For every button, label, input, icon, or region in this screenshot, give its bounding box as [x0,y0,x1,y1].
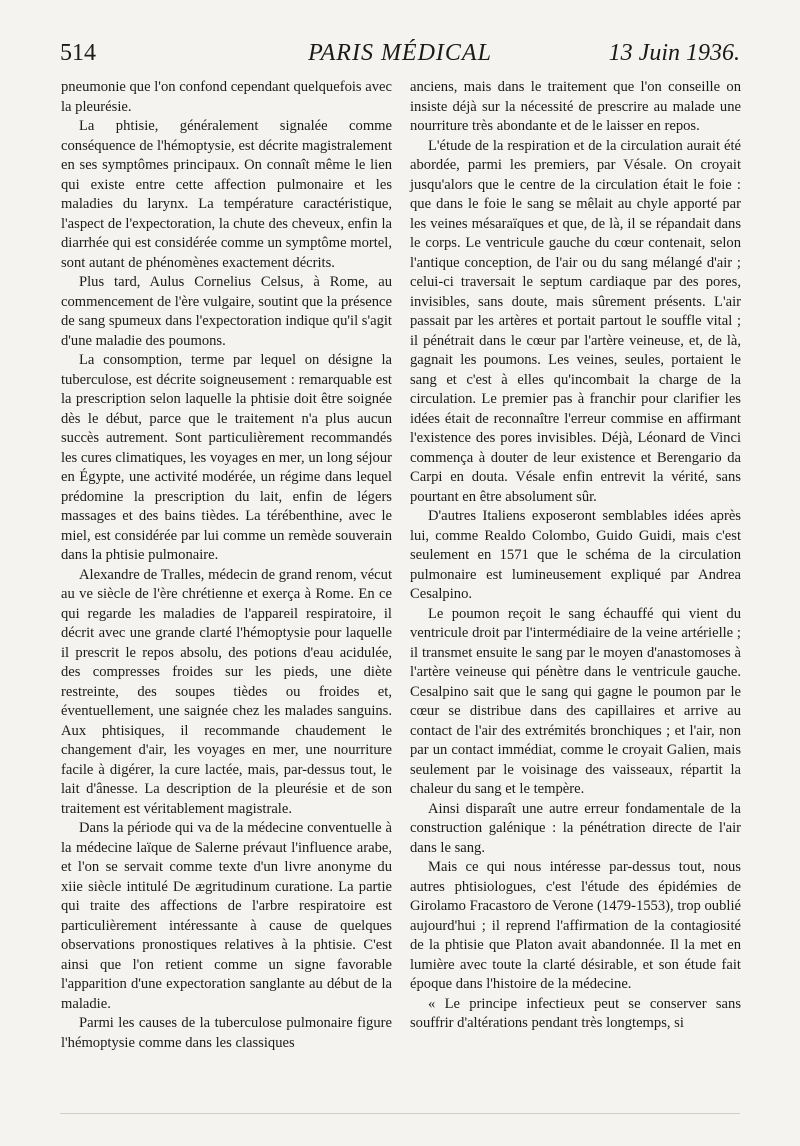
right-column [410,78,741,1034]
paragraph: anciens, mais dans le traitement que l'on conseille on insiste déjà sur la nécessité de prescrire au malade une nourriture très abondante et de le laisser en repos. [410,79,741,134]
paragraph: Dans la période qui va de la médecine conventuelle à la médecine laïque de Salerne prévaut l'influence arabe, et l'on se servait comme texte d'un livre anonyme du xiie siècle intitulé De ægritudinum curatione. La partie qui traite des affections de l'arbre respiratoire est particulièrement intéressante à cause de quelques observations pronostiques relatives à la phtisie. C'est ainsi que l'on retient comme un signe favorable l'apparition d'une expectoration sanglante au début de la maladie. [61,820,392,1012]
paragraph: La consomption, terme par lequel on désigne la tuberculose, est décrite soigneusement : remarquable est la prescription selon laquelle la phtisie doit être soignée dès le début, parce que le traitement n'a plus aucun succès autrement. Sont particulièrement recommandés les cures climatiques, les voyages en mer, un long séjour en Égypte, une activité modérée, un régime dans lequel prédomine la prescription du lait, enfin de légers massages et des bains tièdes. La térébenthine, avec le miel, est considérée par lui comme un remède souverain dans la phtisie pulmonaire. [61,352,392,563]
page-header [60,40,740,74]
paragraph: Ainsi disparaît une autre erreur fondamentale de la construction galénique : la pénétration directe de l'air dans le sang. [410,800,741,856]
paragraph: La phtisie, généralement signalée comme conséquence de l'hémoptysie, est décrite magistralement en ses symptômes principaux. On connaît même le lien qui existe entre cette affection pulmonaire et les maladies du larynx. La température caractéristique, l'aspect de l'expectoration, la chute des cheveux, enfin la diarrhée qui est considérée comme un symptôme mortel, sont autant de phénomènes exactement décrits. [61,118,392,271]
paragraph: « Le principe infectieux peut se conserver sans souffrir d'altérations pendant très longtemps, si [410,995,741,1031]
page-number: 514 [60,40,96,66]
paragraph: Le poumon reçoit le sang échauffé qui vient du ventricule droit par l'intermédiaire de la veine artérielle ; il transmet ensuite le sang par le moyen d'anastomoses à l'artère veineuse qui pénètre dans le ventricule gauche. Cesalpino sait que le sang qui gagne le poumon par le cœur se distribue dans des capillaires et arrive au contact de l'air des extrémités bronchiques ; et l'air, non par un contact immédiat, comme le croyait Galien, mais seulement par le voisinage des vaisseaux, répartit la chaleur du sang et le tempère. [410,605,741,797]
journal-title: PARIS MÉDICAL [308,40,492,66]
paragraph: L'étude de la respiration et de la circulation aurait été abordée, parmi les premiers, par Vésale. On croyait jusqu'alors que le centre de la circulation était le foie : que dans le foie le sang se mêlait au chyle apporté par les veines mésaraïques et que, de là, il se répandait dans le corps. Le ventricule gauche du cœur contenait, selon l'antique conception, de l'air ou du sang mélangé d'air ; celui-ci traversait le septum cardiaque par des pores, invisibles, sans doute, mais sûrement présents. L'air passait par les artères et portait partout le souffle vital ; il pénétrait dans le cœur par l'artère veineuse, et, de là, gagnait les poumons. Les veines, seules, portaient le sang et c'est à elles qu'incombait la charge de la circulation. Le premier pas à franchir pour clarifier les idées était de reconnaître l'erreur commise en affirmant l'existence des pores invisibles. Déjà, Léonard de Vinci commença à douter de leur existence et Berengario da Carpi en douta. Vésale enfin entrevit la vérité, sans pourtant en être absolument sûr. [410,137,741,505]
paragraph: Parmi les causes de la tuberculose pulmonaire figure l'hémoptysie comme dans les classiques [61,1015,392,1051]
bottom-rule [60,1113,740,1114]
paragraph: Plus tard, Aulus Cornelius Celsus, à Rome, au commencement de l'ère vulgaire, soutint que la présence de sang spumeux dans l'expectoration indique qu'il s'agit d'une maladie des poumons. [61,274,392,349]
paragraph: pneumonie que l'on confond cependant quelquefois avec la pleurésie. [61,79,392,115]
paragraph: Alexandre de Tralles, médecin de grand renom, vécut au ve siècle de l'ère chrétienne et exerça à Rome. En ce qui regarde les maladies de l'appareil respiratoire, il décrit avec une grande clarté l'hémoptysie pour laquelle il prescrit le repos absolu, des potions d'eau acidulée, des compresses froides sur les pieds, une diète restreinte, des soupes tièdes ou froides et, éventuellement, une saignée chez les malades sanguins. Aux phtisiques, il recommande chaudement le changement d'air, les voyages en mer, une nourriture facile à digérer, la cure lactée, mais, par-dessus tout, le lait d'ânesse. La description de la pleurésie et de son traitement est véritablement magistrale. [61,566,392,817]
left-column [61,78,392,1053]
paragraph: Mais ce qui nous intéresse par-dessus tout, nous autres phtisiologues, c'est l'étude des épidémies de Girolamo Fracastoro de Verone (1479-1553), trop oublié aujourd'hui ; il reprend l'affirmation de la contagiosité de la phtisie que Platon avait abandonnée. Il la met en lumière avec toute la clarté désirable, et son étude fait époque dans l'histoire de la médecine. [410,859,741,992]
paragraph: D'autres Italiens exposeront semblables idées après lui, comme Realdo Colombo, Guido Guidi, mais c'est seulement en 1571 que le schéma de la circulation pulmonaire est lumineusement expliqué par Andrea Cesalpino. [410,508,741,602]
issue-date: 13 Juin 1936. [608,40,740,66]
